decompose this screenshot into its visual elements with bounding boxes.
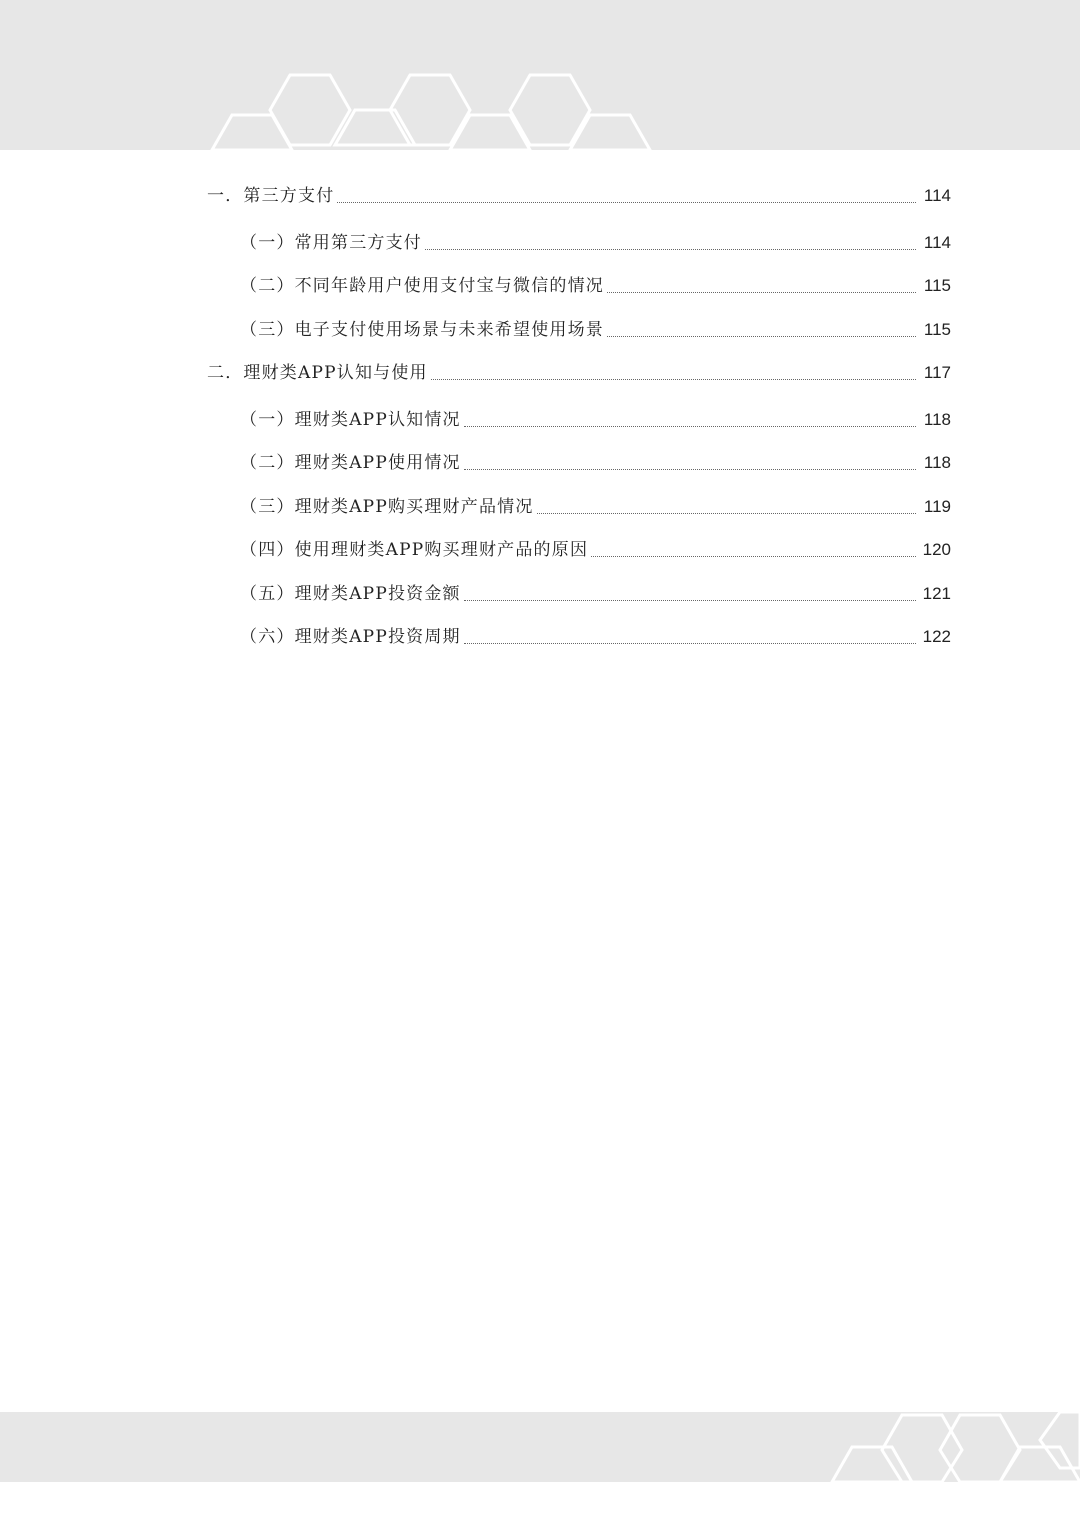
toc-dot-leader [591, 555, 916, 557]
toc-entry-title: 二．理财类APP认知与使用 [207, 363, 428, 383]
toc-entry[interactable] [0, 448, 1080, 478]
toc-dot-leader [464, 468, 916, 470]
toc-entry[interactable] [0, 181, 1080, 211]
toc-entry-title: （四）使用理财类APP购买理财产品的原因 [240, 540, 589, 560]
toc-entry-title: （三）理财类APP购买理财产品情况 [240, 497, 534, 517]
toc-page-number: 118 [923, 410, 951, 429]
toc-dot-leader [607, 291, 916, 293]
toc-dot-leader [464, 425, 916, 427]
toc-dot-leader [337, 201, 916, 203]
hexagon-decoration [1040, 1412, 1080, 1468]
toc-entry-title: （二）不同年龄用户使用支付宝与微信的情况 [240, 276, 604, 296]
toc-page-number: 115 [923, 276, 951, 295]
toc-entry-title: （六）理财类APP投资周期 [240, 627, 461, 647]
toc-page-number: 114 [923, 186, 951, 205]
toc-entry-title: 一．第三方支付 [207, 186, 335, 206]
toc-entry-title: （一）常用第三方支付 [240, 233, 422, 253]
toc-entry-title: （二）理财类APP使用情况 [240, 453, 461, 473]
toc-entry[interactable] [0, 405, 1080, 435]
toc-entry[interactable] [0, 271, 1080, 301]
toc-entry[interactable] [0, 535, 1080, 565]
toc-dot-leader [431, 378, 916, 380]
toc-page-number: 118 [923, 453, 951, 472]
toc-dot-leader [537, 512, 916, 514]
toc-page-number: 121 [922, 584, 951, 603]
toc-entry[interactable] [0, 492, 1080, 522]
toc-dot-leader [464, 599, 916, 601]
toc-entry[interactable] [0, 358, 1080, 388]
toc-entry[interactable] [0, 228, 1080, 258]
hexagon-decoration [940, 1415, 1020, 1482]
toc-entry-title: （一）理财类APP认知情况 [240, 410, 461, 430]
toc-entry-title: （三）电子支付使用场景与未来希望使用场景 [240, 320, 604, 340]
toc-page-number: 122 [922, 627, 951, 646]
toc-entry[interactable] [0, 315, 1080, 345]
toc-page-number: 119 [923, 497, 951, 516]
toc-page-number: 117 [923, 363, 951, 382]
toc-entry-title: （五）理财类APP投资金额 [240, 584, 461, 604]
toc-dot-leader [464, 642, 916, 644]
toc-entry[interactable] [0, 622, 1080, 652]
toc-page-number: 120 [922, 540, 951, 559]
toc-dot-leader [425, 248, 916, 250]
toc-page-number: 114 [923, 233, 951, 252]
toc-page-number: 115 [923, 320, 951, 339]
toc-dot-leader [607, 335, 916, 337]
toc-entry[interactable] [0, 579, 1080, 609]
